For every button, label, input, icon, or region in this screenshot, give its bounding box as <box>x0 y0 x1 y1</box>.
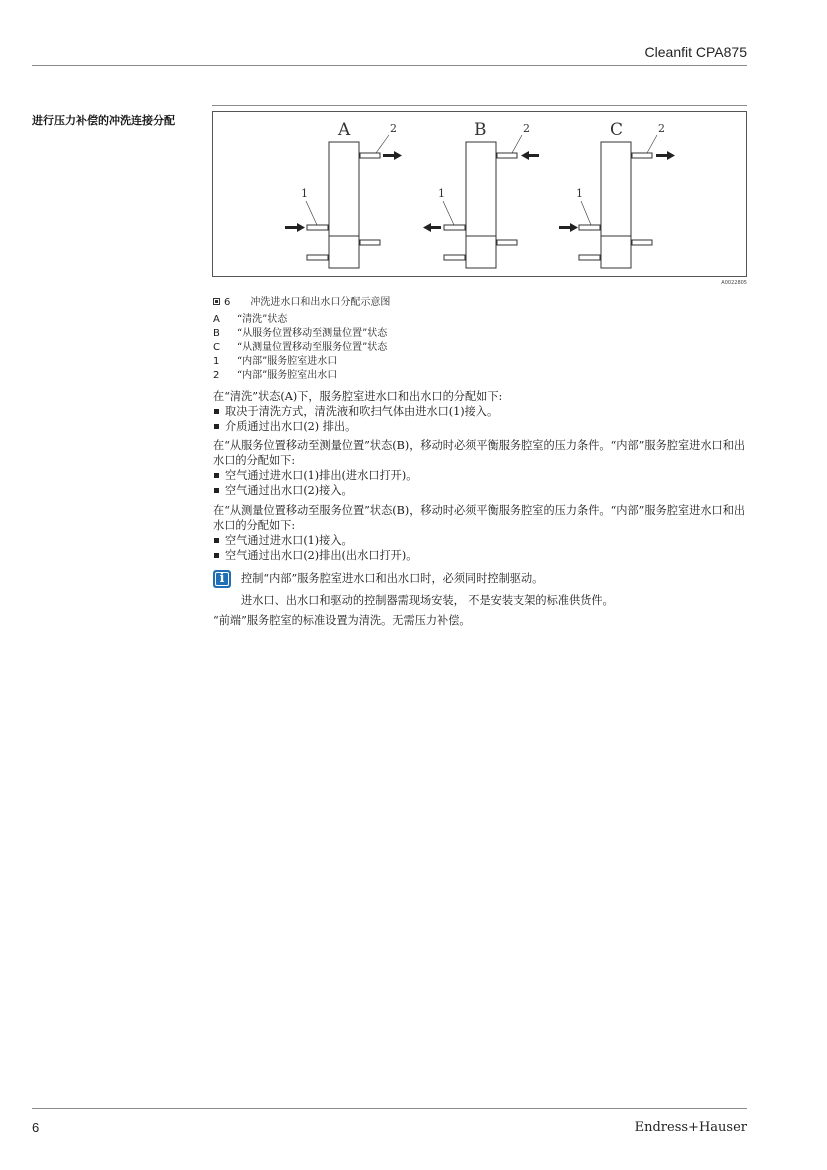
legend-key: B <box>213 328 220 339</box>
list-item <box>213 404 747 419</box>
bullet-icon <box>214 473 219 478</box>
bullet-list-service-to-measure <box>213 468 747 498</box>
figure-legend <box>213 313 387 383</box>
legend-key: C <box>213 342 220 353</box>
section-title: 进行压力补偿的冲洗连接分配 <box>32 114 175 127</box>
footer-brand: Endress+Hauser <box>634 1120 747 1135</box>
legend-text: “内部”服务腔室出水口 <box>237 370 338 381</box>
panel-a-letter: A <box>338 120 351 140</box>
bullet-list-cleaning <box>213 404 747 434</box>
footer-rule <box>32 1108 747 1109</box>
bullet-text: 空气通过进水口(1)接入。 <box>225 534 353 547</box>
header-product-title: Cleanfit CPA875 <box>644 44 747 60</box>
paragraph-cleaning: 在“清洗”状态(A)下，服务腔室进水口和出水口的分配如下: <box>213 390 503 403</box>
figure-code: A0022805 <box>721 280 747 286</box>
legend-key: 1 <box>213 356 220 367</box>
panel-a <box>285 120 402 268</box>
bullet-text: 介质通过出水口(2) 排出。 <box>225 420 357 433</box>
legend-item <box>213 327 387 341</box>
figure-caption <box>213 293 390 308</box>
panel-b <box>423 120 539 268</box>
panel-c-letter: C <box>610 120 624 140</box>
legend-key: A <box>213 314 220 325</box>
legend-text: “从服务位置移动至测量位置”状态 <box>237 328 388 339</box>
note-control-drive: 控制“内部”服务腔室进水口和出水口时，必须同时控制驱动。 <box>241 572 544 585</box>
page-number: 6 <box>32 1120 40 1135</box>
bullet-icon <box>214 553 219 558</box>
panel-c-port1-label: 1 <box>576 187 583 200</box>
flush-connection-figure <box>212 111 747 277</box>
bullet-text: 空气通过进水口(1)排出(进水口打开)。 <box>225 469 418 482</box>
note-controller-installation: 进水口、出水口和驱动的控制器需现场安装， 不是安装支架的标准供货件。 <box>241 594 614 607</box>
section-rule <box>212 105 747 106</box>
bullet-icon <box>214 488 219 493</box>
bullet-text: 空气通过出水口(2)接入。 <box>225 484 353 497</box>
bullet-list-measure-to-service <box>213 533 747 563</box>
figure-caption-text: 冲洗进水口和出水口分配示意图 <box>250 297 391 308</box>
legend-item <box>213 369 387 383</box>
paragraph-service-to-measure: 在“从服务位置移动至测量位置”状态(B)，移动时必须平衡服务腔室的压力条件。“内部”服务腔室进水口和出水口的分配如下: <box>213 439 746 467</box>
list-item <box>213 419 747 434</box>
list-item <box>213 468 747 483</box>
bullet-icon <box>214 538 219 543</box>
legend-key: 2 <box>213 370 220 381</box>
legend-text: “清洗”状态 <box>237 314 288 325</box>
legend-item <box>213 313 387 327</box>
panel-b-letter: B <box>474 120 487 140</box>
list-item <box>213 533 747 548</box>
panel-b-port2-label: 2 <box>523 122 530 135</box>
legend-item <box>213 341 387 355</box>
figure-number: 6 <box>224 297 231 308</box>
bullet-text: 空气通过出水口(2)排出(出水口打开)。 <box>225 549 418 562</box>
bullet-icon <box>214 424 219 429</box>
panel-c <box>559 120 675 268</box>
panel-b-port1-label: 1 <box>438 187 445 200</box>
paragraph-front-chamber: “前端”服务腔室的标准设置为清洗。无需压力补偿。 <box>213 614 471 627</box>
legend-text: “内部”服务腔室进水口 <box>237 356 338 367</box>
panel-c-port2-label: 2 <box>658 122 665 135</box>
panel-a-port1-label: 1 <box>301 187 308 200</box>
list-item <box>213 548 747 563</box>
legend-text: “从测量位置移动至服务位置”状态 <box>237 342 388 353</box>
figure-icon <box>213 298 220 305</box>
list-item <box>213 483 747 498</box>
figure-diagram <box>213 112 748 278</box>
paragraph-measure-to-service: 在“从测量位置移动至服务位置”状态(B)，移动时必须平衡服务腔室的压力条件。“内部”服务腔室进水口和出水口的分配如下: <box>213 504 746 532</box>
legend-item <box>213 355 387 369</box>
bullet-icon <box>214 409 219 414</box>
info-icon: i <box>213 570 231 588</box>
bullet-text: 取决于清洗方式，清洗液和吹扫气体由进水口(1)接入。 <box>225 405 499 418</box>
header-rule <box>32 65 747 66</box>
panel-a-port2-label: 2 <box>390 122 397 135</box>
